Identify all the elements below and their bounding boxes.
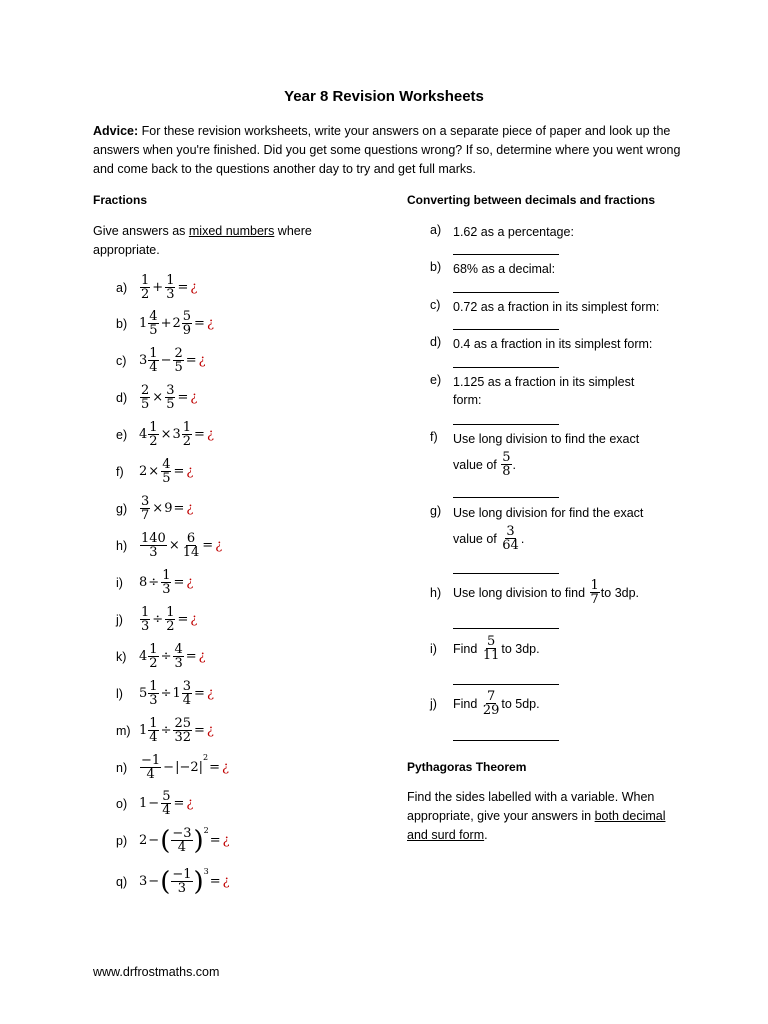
advice-label: Advice: [93,124,139,138]
question-label: c) [116,353,127,368]
question-text: 1.125 as a fraction in its simplest form: [453,375,635,407]
expression: $\frac{1}{3}$ ÷ $\frac{1}{2}$ = ¿ [141,605,198,634]
answer-line [453,329,559,330]
question-label: i) [116,575,123,590]
answer-line [453,684,559,685]
question-label: j) [430,696,437,711]
question-label: k) [116,649,127,664]
question-text: 1.62 as a percentage: [453,225,574,239]
decimals-heading: Converting between decimals and fractions [407,193,656,207]
footer-url: www.drfrostmaths.com [93,965,220,979]
answer-line [453,628,559,629]
expression: 4 $\frac{1}{2}$ ÷ $\frac{4}{3}$ = ¿ [139,642,206,671]
expression: $\frac{2}{5}$ × $\frac{3}{5}$ = ¿ [141,383,198,412]
question-label: l) [116,686,123,701]
answer-line [453,424,559,425]
question-label: o) [116,796,128,811]
fractions-intro [93,222,353,260]
expression: 2 − ( $\frac{-3}{4}$ ) 2 = ¿ [139,825,230,856]
question-label: a) [116,280,128,295]
fraction-question-c [116,347,206,374]
question-text: 0.4 as a fraction in its simplest form: [453,337,653,351]
expression: 2 × $\frac{4}{5}$ = ¿ [139,457,194,486]
question-label: d) [116,390,128,405]
question-label: b) [116,316,128,331]
question-text: Use long division to find [453,585,586,600]
question-label: f) [116,464,124,479]
expression: 1 − $\frac{5}{4}$ = ¿ [139,789,194,818]
question-label: g) [430,504,442,518]
value-of-text: value of [453,531,497,546]
advice-paragraph [93,122,683,179]
fraction-question-f [116,458,193,485]
fraction-question-j [116,606,197,633]
decimal-question-g-value: value of $\frac{3}{64}$ . [453,524,525,553]
expression: 5 $\frac{1}{3}$ ÷ 1 $\frac{3}{4}$ = ¿ [139,679,214,708]
fraction-question-l [116,680,214,707]
question-label: q) [116,874,128,889]
question-text: 68% as a decimal: [453,262,556,276]
expression: 1 $\frac{1}{4}$ ÷ $\frac{25}{32}$ = ¿ [139,716,214,745]
fraction-question-k [116,643,206,670]
fractions-heading: Fractions [93,193,148,207]
question-label: h) [116,538,128,553]
expression: $\frac{-1}{4}$ − |−2| 2 = ¿ [141,753,229,782]
mixed-numbers-link: mixed numbers [188,224,275,238]
fraction-question-h [116,532,222,559]
question-label: n) [116,760,128,775]
expression: 3 $\frac{1}{4}$ − $\frac{2}{5}$ = ¿ [139,346,206,375]
both-decimal-surd-link: both decimal and surd form [407,809,666,842]
decimal-question-j: j) Find $\frac{7}{29}$ to 5dp. [430,689,540,718]
expression: 8 ÷ $\frac{1}{3}$ = ¿ [139,568,194,597]
pythagoras-heading: Pythagoras Theorem [407,760,527,774]
value-of-text: value of [453,457,497,472]
question-text: Use long division to find the exact [453,432,640,446]
question-label: b) [430,260,442,274]
intro-text: Give answers as [93,224,189,238]
question-label: p) [116,833,128,848]
answer-line [453,254,559,255]
page-title: Year 8 Revision Worksheets [284,88,484,105]
question-text: Find [453,641,478,656]
answer-line [453,573,559,574]
fraction-question-d [116,384,197,411]
question-label: m) [116,723,131,738]
answer-line [453,497,559,498]
fraction-question-o [116,790,193,817]
question-text: Find [453,696,478,711]
pythagoras-text-start: Find the sides labelled with a variable. When appropriate, give your answers in [407,790,655,823]
question-label: e) [116,427,128,442]
question-label: e) [430,373,442,387]
decimal-question-h: h) Use long division to find $\frac{1}{7}$ to 3dp. [430,578,640,607]
expression: 1 $\frac{4}{5}$ + 2 $\frac{5}{9}$ = ¿ [139,309,214,338]
question-label: i) [430,641,437,656]
fraction-question-p [116,827,230,854]
fraction-question-g [116,495,193,522]
question-label: c) [430,298,441,312]
decimal-question-f-value: value of $\frac{5}{8}$ . [453,450,517,479]
question-label: j) [116,612,123,627]
question-text: 0.72 as a fraction in its simplest form: [453,300,660,314]
question-label: a) [430,223,442,237]
pythagoras-text-end: . [484,828,488,842]
expression: 3 − ( $\frac{-1}{3}$ ) 3 = ¿ [139,866,230,897]
expression: $\frac{3}{7}$ × 9 = ¿ [141,494,194,523]
advice-text: For these revision worksheets, write your answers on a separate piece of paper and look up the answers when you're finished. Did you get some questions wrong? If so, determine where you went wrong and come back to the questions another day to try and get full marks. [93,124,681,176]
decimal-question-i: i) Find $\frac{5}{11}$ to 3dp. [430,634,540,663]
expression: 4 $\frac{1}{2}$ × 3 $\frac{1}{2}$ = ¿ [139,420,214,449]
expression: $\frac{1}{2}$ + $\frac{1}{3}$ = ¿ [141,273,198,302]
question-text: Use long division for find the exact [453,506,644,520]
fraction-question-i [116,569,193,596]
question-label: h) [430,585,442,600]
fraction-question-b [116,310,214,337]
question-label: d) [430,335,442,349]
question-label: f) [430,430,438,444]
fraction-question-a [116,274,197,301]
intro-text-end: where appropriate. [93,224,312,257]
fraction-question-n [116,754,229,781]
answer-line [453,740,559,741]
fraction-question-m [116,717,214,744]
expression: $\frac{140}{3}$ × $\frac{6}{14}$ = ¿ [141,531,223,560]
answer-line [453,292,559,293]
answer-line [453,367,559,368]
pythagoras-text [407,788,682,845]
fraction-question-e [116,421,214,448]
fraction-question-q [116,868,230,895]
question-label: g) [116,501,128,516]
